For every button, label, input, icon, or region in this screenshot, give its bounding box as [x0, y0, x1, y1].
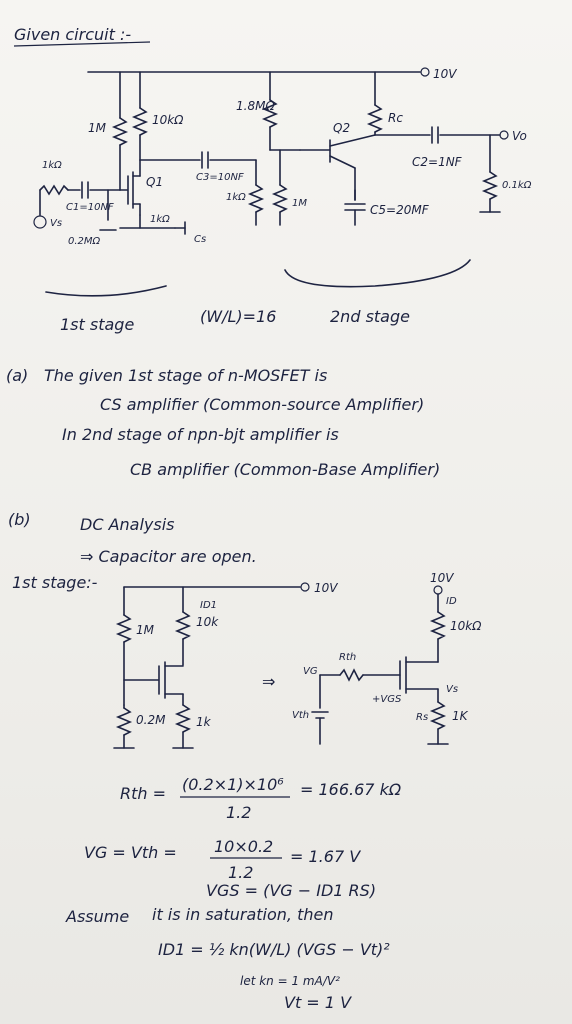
- dc-resistor-1m-label: 1M: [136, 623, 154, 637]
- vt-value: Vt = 1 V: [284, 993, 352, 1012]
- capacitor-open-note: ⇒ Capacitor are open.: [80, 547, 257, 566]
- kn-value: let kn = 1 mA/V²: [240, 974, 340, 988]
- dc-resistor-1k-label: 1k: [196, 715, 211, 729]
- part-b-marker: (b): [8, 510, 31, 529]
- vg-numerator: 10×0.2: [214, 837, 274, 856]
- transistor-q1-label: Q1: [146, 175, 164, 189]
- dc-stage1-label: 1st stage:-: [12, 573, 98, 592]
- resistor-rc-label: Rc: [388, 111, 403, 125]
- supply-left-label: 10V: [314, 581, 338, 595]
- stage1-brace: [46, 286, 166, 296]
- vg-equation: [84, 837, 361, 882]
- assume-label: Assume: [66, 907, 130, 926]
- page-title: Given circuit :-: [14, 25, 132, 44]
- rth-equation: [120, 775, 402, 822]
- stage2-label: 2nd stage: [330, 307, 410, 326]
- supply-right-label: 10V: [430, 571, 454, 585]
- gate-voltage-label: VG: [303, 666, 318, 677]
- vg-denominator: 1.2: [228, 863, 254, 882]
- given-circuit-diagram: [34, 67, 532, 247]
- resistor-1-8m-label: 1.8MΩ: [236, 99, 275, 113]
- thevenin-rth-label: Rth: [339, 652, 357, 663]
- dc-drain-current-label: ID1: [200, 600, 218, 611]
- resistor-10k-label: 10kΩ: [152, 113, 184, 127]
- source-voltage-label: Vs: [446, 684, 459, 695]
- part-a-line1: The given 1st stage of n-MOSFET is: [44, 366, 328, 385]
- drain-current-equation: ID1 = ½ kn(W/L) (VGS − Vt)²: [158, 940, 390, 959]
- dc-stage1-circuit: [114, 581, 338, 748]
- rs-label: Rs: [416, 712, 429, 723]
- rth-result: = 166.67 kΩ: [300, 780, 402, 799]
- equivalent-arrow: ⇒: [262, 672, 276, 691]
- rs-value-label: 1K: [452, 709, 468, 723]
- rth-lhs: Rth =: [120, 784, 167, 803]
- output-vo-label: Vo: [512, 129, 527, 143]
- thevenin-vth-label: Vth: [292, 710, 310, 721]
- thevenin-resistor-10k-label: 10kΩ: [450, 619, 482, 633]
- vgs-equation: VGS = (VG − ID1 RS): [206, 881, 377, 900]
- supply-label: 10V: [433, 67, 457, 81]
- resistor-1k-source-label: 1kΩ: [150, 214, 170, 225]
- vg-result: = 1.67 V: [290, 847, 361, 866]
- transistor-q2-label: Q2: [333, 121, 351, 135]
- resistor-1k-input-label: 1kΩ: [42, 160, 62, 171]
- saturation-assumption: it is in saturation, then: [152, 905, 334, 924]
- dc-resistor-10k-label: 10k: [196, 615, 219, 629]
- capacitor-c5-label: C5=20MF: [370, 203, 429, 217]
- thevenin-equivalent-circuit: [292, 571, 482, 744]
- resistor-0-2m-label: 0.2MΩ: [68, 236, 101, 247]
- rth-denominator: 1.2: [226, 803, 252, 822]
- capacitor-c1-label: C1=10NF: [66, 202, 114, 213]
- capacitor-c3-label: C3=10NF: [196, 172, 244, 183]
- stage2-brace: [285, 260, 470, 287]
- resistor-1m-base-label: 1M: [292, 198, 307, 209]
- stage1-label: 1st stage: [60, 315, 135, 334]
- part-a-line4: CB amplifier (Common-Base Amplifier): [130, 460, 441, 479]
- part-a-line2: CS amplifier (Common-source Amplifier): [100, 395, 425, 414]
- dc-resistor-0-2m-label: 0.2M: [136, 713, 166, 727]
- capacitor-cs-label: Cs: [194, 234, 207, 245]
- capacitor-c2-label: C2=1NF: [412, 155, 462, 169]
- source-vs-label: Vs: [50, 218, 63, 229]
- resistor-1k-base-label: 1kΩ: [226, 192, 246, 203]
- part-a-line3: In 2nd stage of npn-bjt amplifier is: [62, 425, 339, 444]
- thevenin-drain-current-label: ID: [446, 596, 457, 607]
- vgs-label: +VGS: [372, 694, 402, 705]
- dc-analysis-heading: DC Analysis: [80, 515, 175, 534]
- rth-numerator: (0.2×1)×10⁶: [182, 775, 284, 794]
- vg-lhs: VG = Vth =: [84, 843, 177, 862]
- w-over-l-ratio: (W/L)=16: [200, 307, 277, 326]
- resistor-1m-label: 1M: [88, 121, 106, 135]
- resistor-load-label: 0.1kΩ: [502, 180, 532, 191]
- part-a-marker: (a): [6, 366, 29, 385]
